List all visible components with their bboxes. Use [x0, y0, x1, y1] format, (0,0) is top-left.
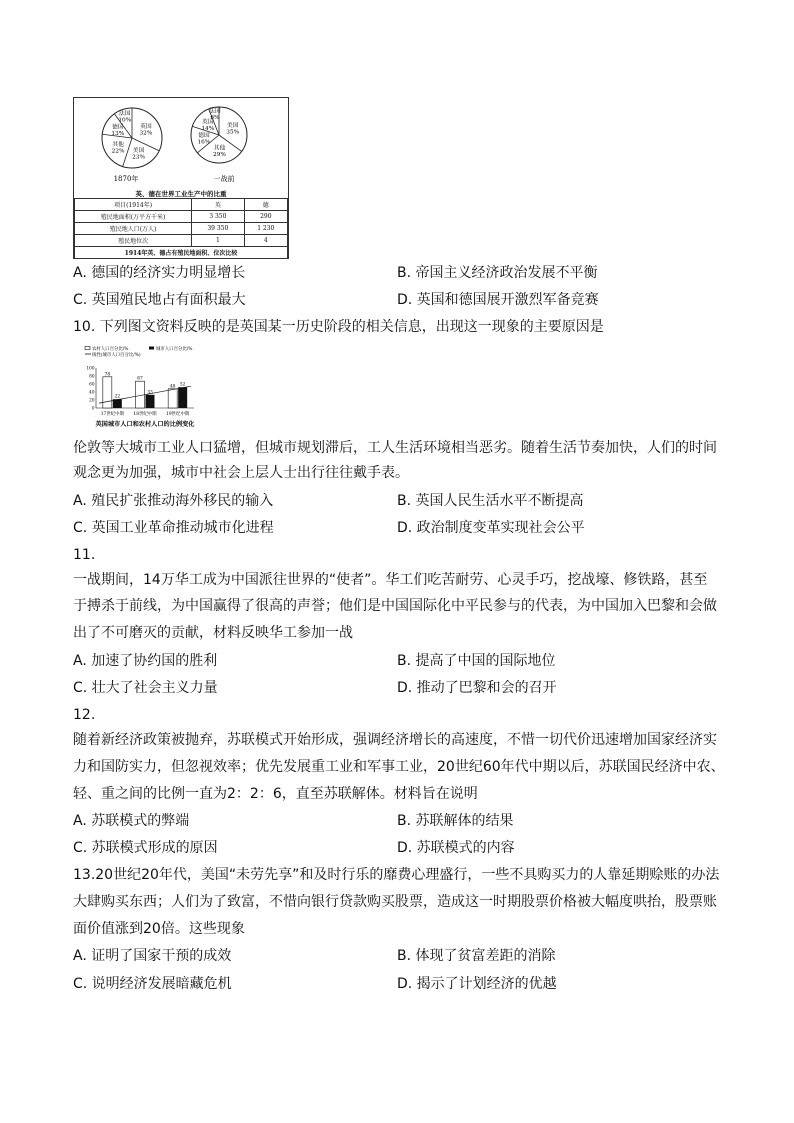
table-cell: 1 230 — [244, 223, 287, 235]
q9-option-b[interactable]: B. 帝国主义经济政治发展不平衡 — [397, 265, 598, 281]
pie1-slice-value: 10% — [118, 117, 132, 124]
legend-rural-label: 农村人口百分比/% — [92, 346, 129, 352]
y-tick-label: 20 — [89, 397, 95, 403]
q13-text-line-2: 大肆购买东西；人们为了致富，不惜向银行贷款购买股票，造成这一时期股票价格被大幅度哄抬，股票账 — [73, 894, 717, 910]
data-label-rural: 67 — [137, 376, 143, 382]
q13-option-d[interactable]: D. 揭示了计划经济的优越 — [397, 976, 557, 992]
table-row — [75, 235, 288, 247]
pie1-slice-label: 英国 — [140, 124, 152, 131]
x-tick-label: 19世纪中期 — [166, 412, 190, 417]
q10-option-c[interactable]: C. 英国工业革命推动城市化进程 — [73, 520, 274, 536]
table-cell: 殖民地人口(万人) — [75, 223, 192, 235]
pie1-slice-label: 美国 — [132, 148, 145, 155]
y-tick-label: 100 — [86, 365, 95, 371]
q12-option-a[interactable]: A. 苏联模式的弊端 — [73, 813, 190, 829]
q9-option-d[interactable]: D. 英国和德国展开激烈军备竞赛 — [397, 292, 599, 308]
q10-option-d[interactable]: D. 政治制度变革实现社会公平 — [397, 520, 585, 536]
pie2-slice-value: 29% — [213, 151, 226, 158]
pie2-slice-value: 6% — [210, 115, 220, 122]
q10-text-line-2: 观念更为加强，城市中社会上层人士出行往往戴手表。 — [73, 465, 409, 481]
pie2-slice-value: 16% — [197, 139, 211, 146]
pie2-slice-label: 美国 — [226, 123, 239, 130]
pie1-slice-label: 其他 — [112, 141, 124, 148]
bar-rural — [168, 389, 177, 408]
bar-rural — [103, 377, 112, 408]
q13-option-b[interactable]: B. 体现了贫富差距的消除 — [397, 948, 556, 964]
q13-option-a[interactable]: A. 证明了国家干预的成效 — [73, 948, 232, 964]
q12-option-d[interactable]: D. 苏联模式的内容 — [397, 840, 515, 856]
table-cell: 4 — [244, 235, 287, 247]
q9-colony-table — [74, 198, 288, 259]
data-label-rural: 78 — [104, 372, 111, 378]
q10-option-b[interactable]: B. 英国人民生活水平不断提高 — [397, 493, 584, 509]
pie2-caption: 一战前 — [213, 175, 235, 183]
pie2-slice-value: 14% — [201, 125, 215, 132]
bar-rural — [136, 381, 145, 408]
q12-text-line-2: 力和国防实力，但忽视效率；优先发展重工业和军事工业，20世纪60年代中期以后，苏联国民经济中农、 — [73, 759, 725, 775]
pie1-slice-value: 32% — [139, 130, 153, 137]
q13-text-line-3: 面价值涨到20倍。这些现象 — [73, 921, 245, 937]
q9-option-a[interactable]: A. 德国的经济实力明显增长 — [73, 265, 246, 281]
bar-urban — [178, 387, 187, 408]
pie1-slice-label: 德国 — [111, 124, 124, 131]
legend-urban-swatch — [149, 347, 154, 350]
table-cell: 殖民地位次 — [75, 235, 192, 247]
legend-urban-label: 城市人口百分比/% — [156, 346, 193, 352]
data-label-rural: 48 — [169, 384, 176, 390]
q11-option-b[interactable]: B. 提高了中国的国际地位 — [397, 653, 556, 669]
pie1-slice-value: 22% — [111, 148, 125, 155]
q9-figure — [73, 97, 289, 259]
q12-option-c[interactable]: C. 苏联模式形成的原因 — [73, 840, 218, 856]
pie1-caption: 1870年 — [113, 175, 139, 183]
q12-option-b[interactable]: B. 苏联解体的结果 — [397, 813, 514, 829]
q10-stem: 10. 下列图文资料反映的是英国某一历史阶段的相关信息，出现这一现象的主要原因是 — [73, 319, 604, 335]
pie1-slice-value: 13% — [111, 131, 125, 138]
q11-text-line-3: 出了不可磨灭的贡献，材料反映华工参加一战 — [73, 625, 353, 641]
table-cell: 39 350 — [192, 223, 244, 235]
x-tick-label: 18世纪中期 — [133, 412, 157, 417]
pie1-slice-value: 23% — [132, 154, 145, 161]
table-row — [75, 223, 288, 235]
q9-pie-charts — [74, 98, 288, 188]
table-row — [75, 211, 288, 223]
q12-text-line-3: 轻、重之间的比例一直为2：2：6，直至苏联解体。材料旨在说明 — [73, 786, 478, 802]
table-cell: 1 — [192, 235, 244, 247]
y-tick-label: 80 — [89, 373, 95, 379]
table-cell: 290 — [244, 211, 287, 223]
y-tick-label: 60 — [89, 381, 95, 387]
data-label-urban: 33 — [147, 390, 153, 396]
table-cell: 3 350 — [192, 211, 244, 223]
q11-option-a[interactable]: A. 加速了协约国的胜利 — [73, 653, 218, 669]
pie2-slice-value: 35% — [226, 129, 240, 136]
table-header: 德 — [244, 199, 287, 211]
q10-option-a[interactable]: A. 殖民扩张推动海外移民的输入 — [73, 493, 274, 509]
table-header: 项目(1914年) — [75, 199, 192, 211]
chart-title: 英国城市人口和农村人口的比例变化 — [95, 421, 195, 428]
q12-text-line-1: 随着新经济政策被抛弃，苏联模式开始形成，强调经济增长的高速度，不惜一切代价迅速增加国家经济实 — [73, 732, 717, 748]
y-tick-label: 0 — [91, 405, 95, 411]
pie2-slice-label: 英国 — [201, 119, 214, 126]
legend-rural-swatch — [85, 347, 90, 350]
legend-trend-label: 线性(城市人口百分比/%) — [92, 352, 141, 358]
pie2-slice-label: 法国 — [209, 108, 221, 115]
q11-text-line-1: 一战期间，14万华工成为中国派往世界的“使者”。华工们吃苦耐劳、心灵手巧，挖战壕、修铁路，甚至 — [73, 572, 708, 588]
q9-chart-caption: 英、德在世界工业生产中的比重 — [135, 190, 227, 198]
pie2-slice-label: 德国 — [198, 132, 210, 139]
bar-urban — [146, 395, 155, 408]
q11-option-c[interactable]: C. 壮大了社会主义力量 — [73, 680, 218, 696]
table-caption: 1914年英、德占有殖民地面积、位次比较 — [75, 247, 288, 259]
pie2-slice-label: 其他 — [213, 145, 226, 152]
q11-number: 11. — [73, 547, 96, 563]
q12-number: 12. — [73, 707, 96, 723]
table-cell: 殖民地面积(万平方千米) — [75, 211, 192, 223]
table-caption-row — [75, 247, 288, 259]
q13-option-c[interactable]: C. 说明经济发展暗藏危机 — [73, 976, 232, 992]
table-header-row — [75, 199, 288, 211]
q9-option-c[interactable]: C. 英国殖民地占有面积最大 — [73, 292, 246, 308]
q10-text-line-1: 伦敦等大城市工业人口猛增，但城市规划滞后，工人生活环境相当恶劣。随着生活节奏加快，人们的时间 — [73, 440, 717, 456]
table-header: 英 — [192, 199, 244, 211]
q11-text-line-2: 于搏杀于前线，为中国赢得了很高的声誉；他们是中国国际化中平民参与的代表，为中国加入巴黎和会做 — [73, 598, 717, 614]
x-tick-label: 17世纪中期 — [100, 412, 124, 417]
pie1-slice-label: 法国 — [118, 110, 131, 117]
data-label-urban: 22 — [114, 394, 121, 400]
q13-text-line-1: 13.20世纪20年代，美国“未劳先享”和及时行乐的靡费心理盛行，一些不具购买力的人靠延期赊账的办法 — [73, 867, 720, 883]
data-label-urban: 52 — [179, 382, 186, 388]
q11-option-d[interactable]: D. 推动了巴黎和会的召开 — [397, 680, 557, 696]
y-tick-label: 40 — [89, 389, 95, 395]
q10-population-chart — [83, 345, 218, 429]
